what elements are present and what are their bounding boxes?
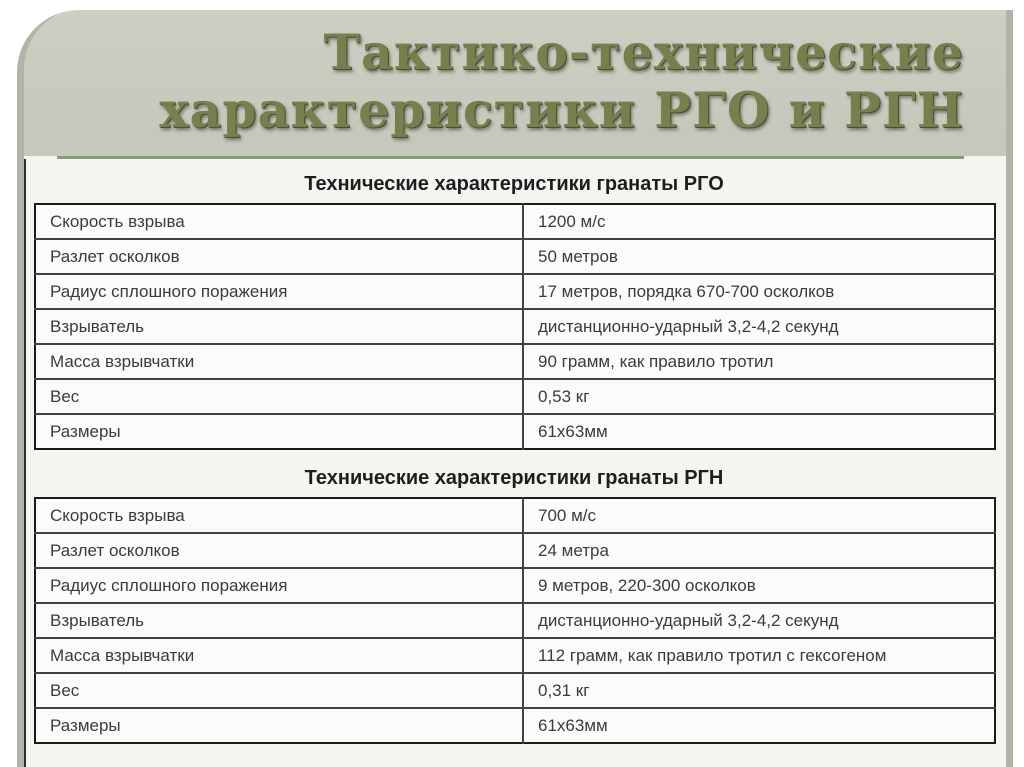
row-label-cell: Размеры: [35, 708, 523, 743]
row-label-cell: Взрыватель: [35, 309, 523, 344]
row-label-cell: Размеры: [35, 414, 523, 449]
row-value-cell: 61х63мм: [523, 414, 995, 449]
table-row: [35, 533, 995, 568]
row-label-cell: Вес: [35, 379, 523, 414]
row-label-cell: Радиус сплошного поражения: [35, 274, 523, 309]
row-value-cell: дистанционно-ударный 3,2-4,2 секунд: [523, 309, 995, 344]
table-row: [35, 568, 995, 603]
table-caption-rgo: Технические характеристики гранаты РГО: [304, 173, 724, 195]
row-label-cell: Масса взрывчатки: [35, 344, 523, 379]
row-value-cell: 0,31 кг: [523, 673, 995, 708]
table-row: [35, 239, 995, 274]
slide-frame: [17, 10, 1013, 767]
table-row: [35, 344, 995, 379]
row-label-cell: Вес: [35, 673, 523, 708]
row-value-cell: 24 метра: [523, 533, 995, 568]
table-row: [35, 379, 995, 414]
table-row: [35, 603, 995, 638]
row-value-cell: дистанционно-ударный 3,2-4,2 секунд: [523, 603, 995, 638]
spec-table-rgo: [34, 203, 996, 450]
slide-title-area: [24, 10, 1006, 156]
row-value-cell: 700 м/с: [523, 498, 995, 533]
row-label-cell: Скорость взрыва: [35, 498, 523, 533]
title-line-1: Тактико-технические: [323, 23, 964, 81]
table-row: [35, 708, 995, 743]
title-line-2: характеристики РГО и РГН: [159, 81, 964, 139]
row-value-cell: 9 метров, 220-300 осколков: [523, 568, 995, 603]
row-label-cell: Разлет осколков: [35, 239, 523, 274]
table-row: [35, 673, 995, 708]
row-label-cell: Радиус сплошного поражения: [35, 568, 523, 603]
table-caption-rgn: Технические характеристики гранаты РГН: [304, 467, 724, 489]
table-row: [35, 204, 995, 239]
row-value-cell: 61х63мм: [523, 708, 995, 743]
table-row: [35, 309, 995, 344]
table-row: [35, 274, 995, 309]
row-value-cell: 1200 м/с: [523, 204, 995, 239]
row-label-cell: Разлет осколков: [35, 533, 523, 568]
row-value-cell: 17 метров, порядка 670-700 осколков: [523, 274, 995, 309]
table-row: [35, 414, 995, 449]
row-label-cell: Масса взрывчатки: [35, 638, 523, 673]
spec-table-rgn: [34, 497, 996, 744]
row-label-cell: Скорость взрыва: [35, 204, 523, 239]
row-value-cell: 112 грамм, как правило тротил с гексогеном: [523, 638, 995, 673]
slide-title: [24, 10, 1006, 139]
row-value-cell: 50 метров: [523, 239, 995, 274]
table-row: [35, 498, 995, 533]
row-label-cell: Взрыватель: [35, 603, 523, 638]
row-value-cell: 0,53 кг: [523, 379, 995, 414]
row-value-cell: 90 грамм, как правило тротил: [523, 344, 995, 379]
slide-body: [24, 159, 1006, 767]
table-row: [35, 638, 995, 673]
